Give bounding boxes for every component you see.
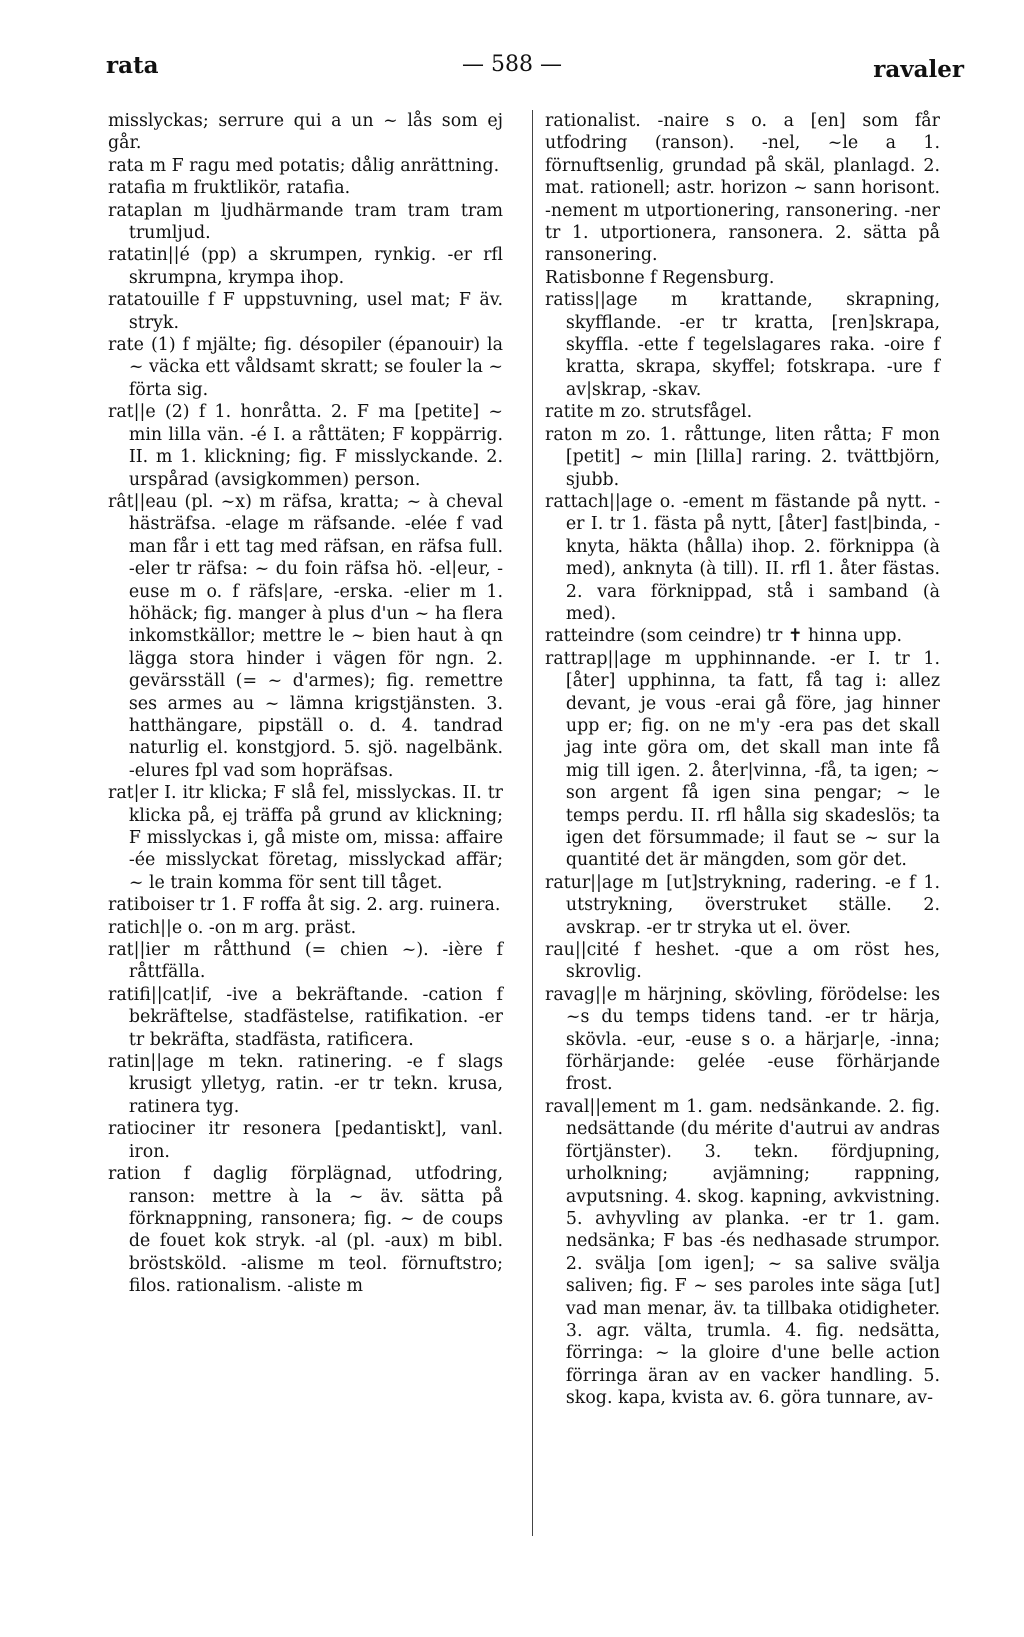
page-number: — 588 — bbox=[462, 52, 562, 77]
entry: ratiss||age m krattande, skrapning, skyfflande. -er tr kratta, [ren]skrapa, skyffla. -ette f tegelslagares raka. -oire f kratta, skrapa, skyffel; fotskrapa. -ure f av|skrap, -skav. bbox=[545, 290, 940, 400]
header-right-guideword: ravaler bbox=[873, 56, 964, 83]
entry: ratteindre (som ceindre) tr ✝ hinna upp. bbox=[545, 626, 903, 647]
entry: rau||cité f heshet. -que a om röst hes, skrovlig. bbox=[545, 940, 940, 983]
entry-continuation: rationalist. -naire s o. a [en] som får utfodring (ranson). -nel, ~le a 1. förnuftsenlig, grundad på skäl, planlagd. 2. mat. rationell; astr. horizon ~ sann horisont. -nement m utportionering, ransonering. -ner tr 1. utportionera, ransonera. 2. sätta på ransonering. bbox=[545, 111, 940, 266]
entry: rat||ier m råtthund (= chien ~). -ière f råttfälla. bbox=[108, 940, 503, 983]
entry-continuation: misslyckas; serrure qui a un ~ lås som ej går. bbox=[108, 111, 503, 154]
entry: rataplan m ljudhärmande tram tram tram trumljud. bbox=[108, 200, 503, 244]
entry: rat||e (2) f 1. honråtta. 2. F ma [petite] ~ min lilla vän. -é I. a råttäten; F koppärrig. II. m 1. klickning; fig. F misslyckande. 2. urspårad (avsigkommen) person. bbox=[108, 402, 503, 490]
right-column bbox=[545, 110, 940, 1410]
entry: ratin||age m tekn. ratinering. -e f slags krusigt ylletyg, ratin. -er tr tekn. krusa, ratinera tyg. bbox=[108, 1052, 503, 1117]
column-divider bbox=[532, 110, 533, 1536]
header-left-guideword: rata bbox=[106, 52, 159, 79]
entry: ratifi||cat|if, -ive a bekräftande. -cation f bekräftelse, stadfästelse, ratifikation. -er tr bekräfta, stadfästa, ratificera. bbox=[108, 984, 503, 1050]
entry: rattrap||age m upphinnande. -er I. tr 1. [åter] upphinna, ta fatt, få tag i: allez devant, je vous -erai gå före, jag hinner upp er; fig. on ne m'y -era pas det skall jag inte göra om, det skall man inte få mig till igen. 2. åter|vinna, -få, ta igen; ~ son argent få igen sina pengar; ~ le temps perdu. II. rfl hålla sig skadeslös; ta igen det försummade; il faut se ~ sur la quantité det är mängden, som gör det. bbox=[545, 648, 940, 871]
entry: ratatouille f F uppstuvning, usel mat; F äv. stryk. bbox=[108, 290, 503, 333]
left-column bbox=[108, 110, 503, 1298]
entry: ratatin||é (pp) a skrumpen, rynkig. -er rfl skrumpna, krympa ihop. bbox=[108, 245, 503, 288]
entry: ratafia m fruktlikör, ratafia. bbox=[108, 178, 351, 199]
entry: ratur||age m [ut]strykning, radering. -e f 1. utstrykning, överstruket ställe. 2. avskrap. -er tr stryka ut el. över. bbox=[545, 872, 940, 938]
entry: Ratisbonne f Regensburg. bbox=[545, 267, 775, 288]
entry: rattach||age o. -ement m fästande på nytt. -er I. tr 1. fästa på nytt, [åter] fast|binda, -knyta, häkta (hålla) ihop. 2. förknippa (à med), anknyta (à till). II. rfl 1. åter fästas. 2. vara förknippad, stå i samband (à med). bbox=[545, 491, 940, 624]
entry: ratich||e o. -on m arg. präst. bbox=[108, 917, 357, 938]
entry: rât||eau (pl. ~x) m räfsa, kratta; ~ à cheval hästräfsa. -elage m räfsande. -elée f vad man får i ett tag med räfsan, en räfsa full. -eler tr räfsa: ~ du foin räfsa hö. -el|eur, -euse m o. f räfs|are, -erska. -elier m 1. höhäck; fig. manger à plus d'un ~ ha flera inkomstkällor; mettre le ~ bien haut à qn lägga stora hinder i vägen för ngn. 2. gevärsställ (= ~ d'armes); fig. remettre ses armes au ~ lämna krigstjänsten. 3. hatthängare, pipställ o. d. 4. tandrad naturlig el. konstgjord. 5. sjö. nagelbänk. -elures fpl vad som hopräfsas. bbox=[108, 491, 503, 781]
entry: ratite m zo. strutsfågel. bbox=[545, 402, 753, 423]
entry: ration f daglig förplägnad, utfodring, ranson: mettre à la ~ äv. sätta på förknappning, ransonera; fig. ~ de coups de fouet kok stryk. -al (pl. -aux) m bibl. bröstsköld. -alisme m teol. förnuftstro; filos. rationalism. -aliste m bbox=[108, 1164, 503, 1297]
entry: raton m zo. 1. råttunge, liten råtta; F mon [petit] ~ min [lilla] raring. 2. tvättbjörn, sjubb. bbox=[545, 424, 940, 490]
entry: ratiboiser tr 1. F roffa åt sig. 2. arg. ruinera. bbox=[108, 895, 501, 916]
entry: rat|er I. itr klicka; F slå fel, misslyckas. II. tr klicka på, ej träffa på grund av klickning; F misslyckas i, gå miste om, missa: affaire -ée misslyckat företag, misslyckad affär; ~ le train komma för sent till tåget. bbox=[108, 783, 503, 893]
page-header bbox=[0, 52, 1024, 92]
entry: raval||ement m 1. gam. nedsänkande. 2. fig. nedsättande (du mérite d'autrui av andras förtjänster). 3. tekn. fördjupning, urholkning; avjämning; rappning, avputsning. 4. skog. kapning, avkvistning. 5. avhyvling av planka. -er tr 1. gam. nedsänka; F bas -és nedhasade strumpor. 2. svälja [om igen]; ~ sa salive svälja saliven; fig. F ~ ses paroles inte säga [ut] vad man menar, äv. ta tillbaka otidigheter. 3. agr. välta, trumla. 4. fig. nedsätta, förringa: ~ la gloire d'une belle action förringa äran av en vacker handling. 5. skog. kapa, kvista av. 6. göra tunnare, av- bbox=[545, 1096, 940, 1409]
entry: ravag||e m härjning, skövling, förödelse: les ~s du temps tidens tand. -er tr härja, skövla. -eur, -euse s o. a härjar|e, -inna; förhärjande: gelée -euse förhärjande frost. bbox=[545, 984, 940, 1095]
entry: rate (1) f mjälte; fig. désopiler (épanouir) la ~ väcka ett våldsamt skratt; se fouler la ~ förta sig. bbox=[108, 335, 503, 400]
entry: rata m F ragu med potatis; dålig anrättning. bbox=[108, 155, 500, 176]
entry: ratiociner itr resonera [pedantiskt], vanl. iron. bbox=[108, 1119, 503, 1162]
